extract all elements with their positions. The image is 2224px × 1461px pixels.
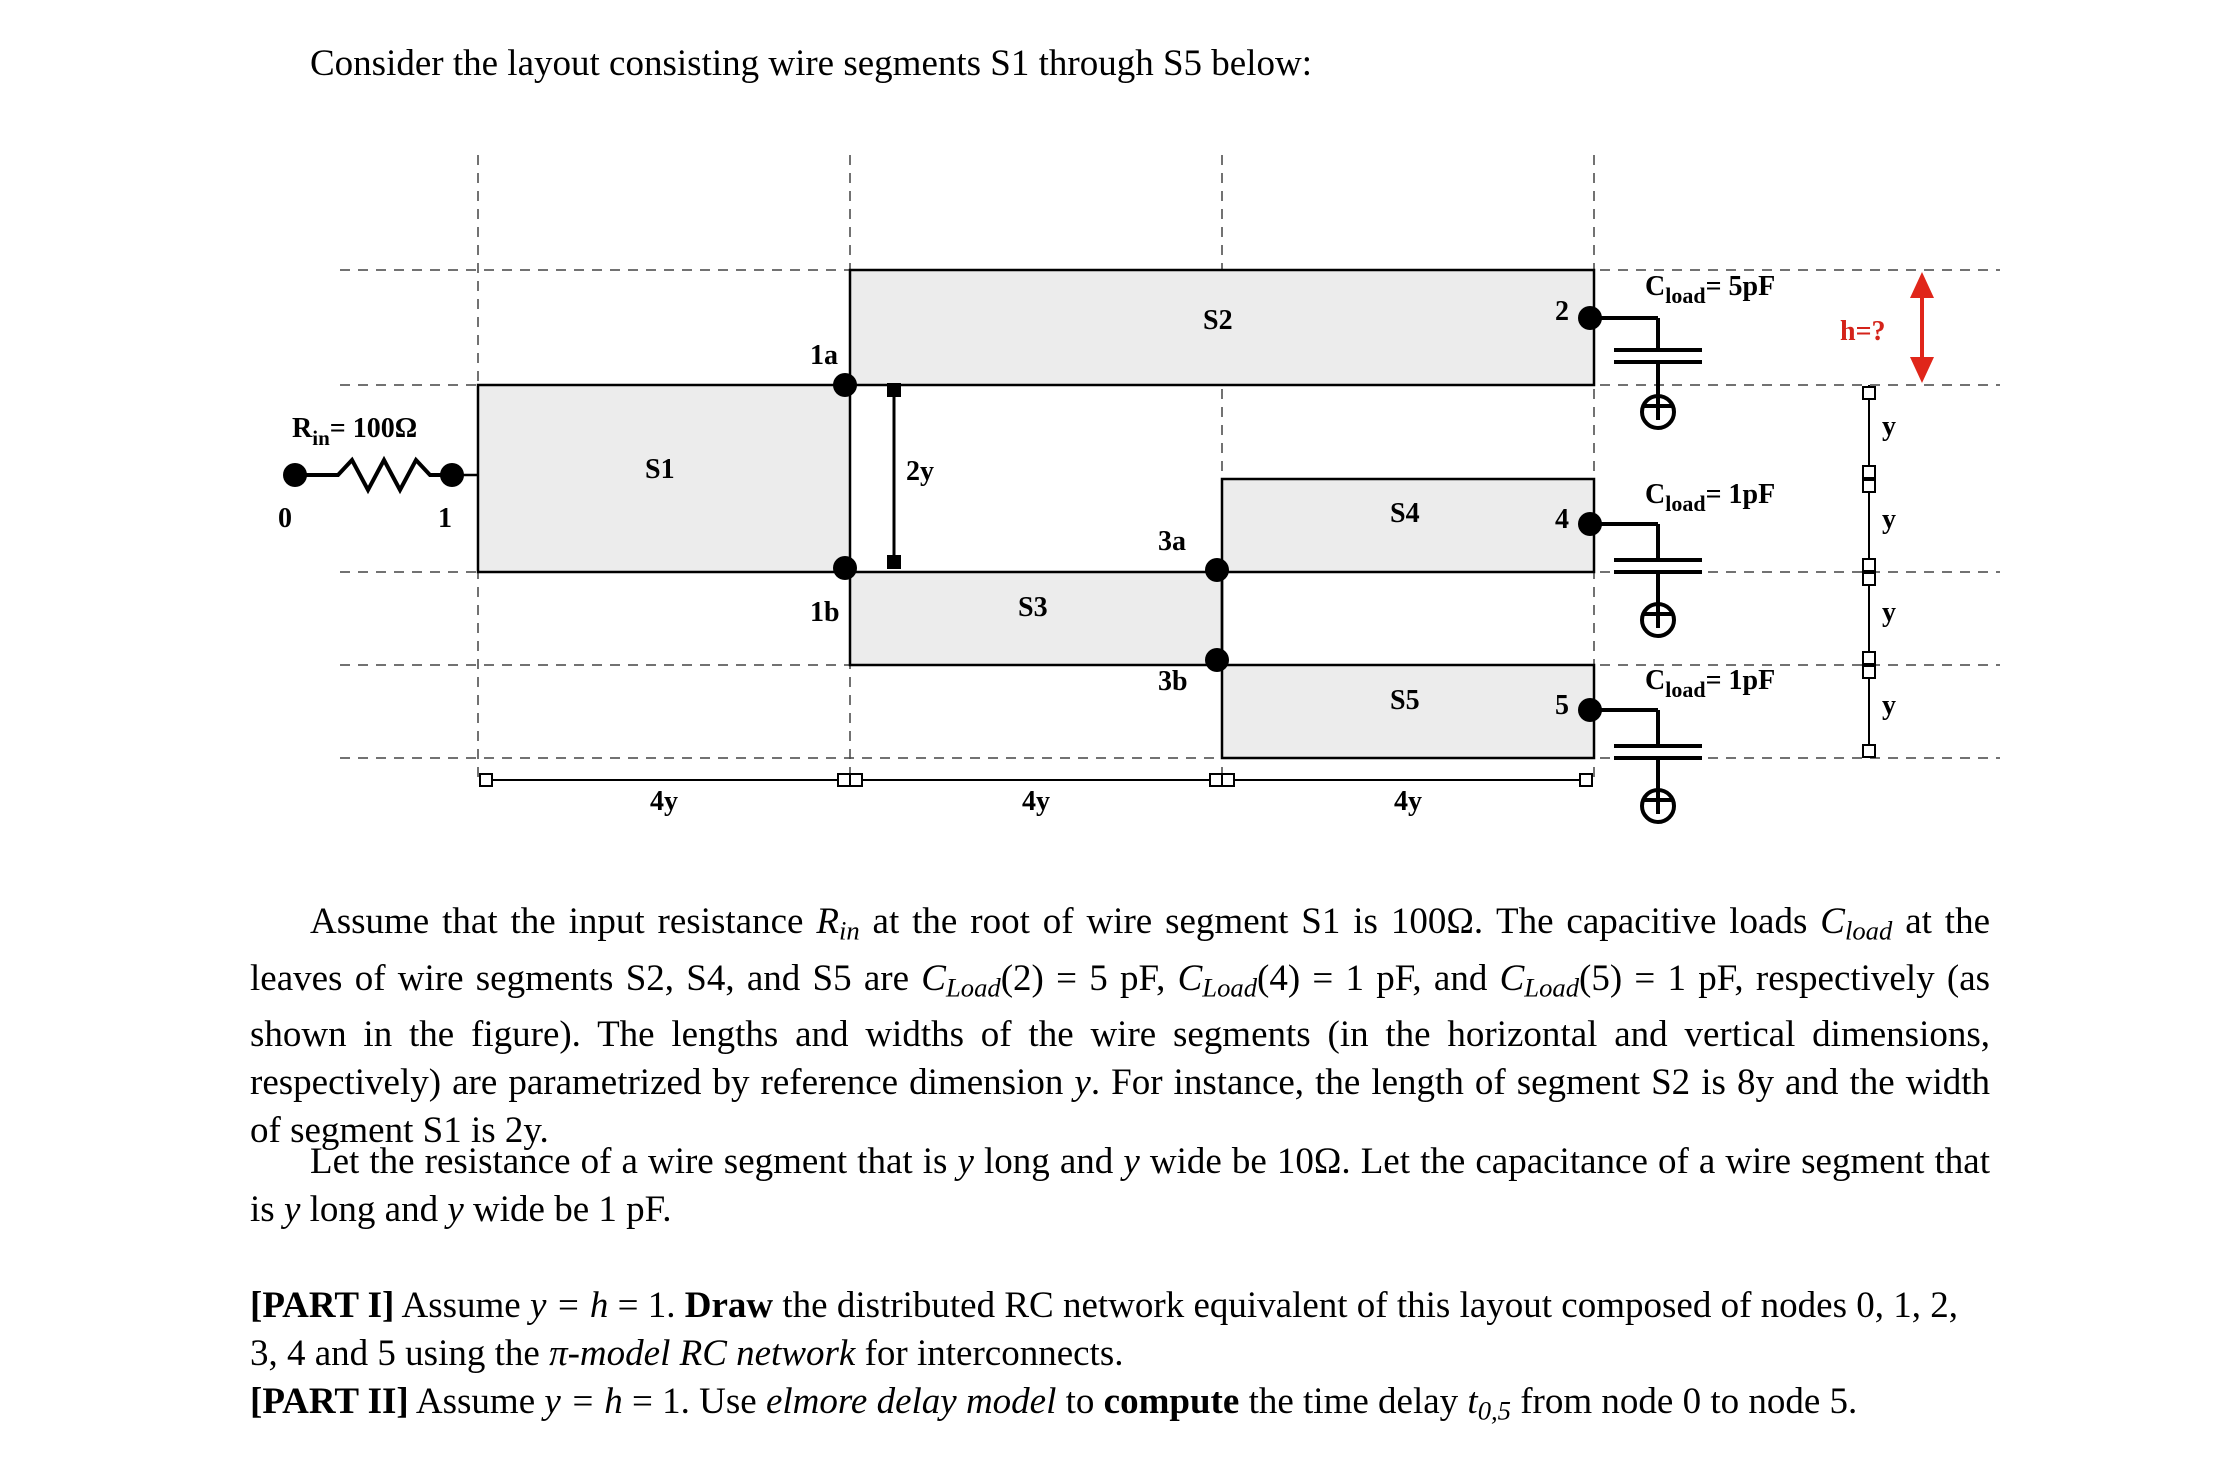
- node-3a-label: 3a: [1158, 526, 1186, 557]
- segment-s5-label: S5: [1390, 685, 1420, 716]
- dim-y-4-label: y: [1882, 690, 1896, 721]
- paragraph-2: Let the resistance of a wire segment that is y long and y wide be 10Ω. Let the capacitance of a wire segment that is y long and y wide be 1 pF.: [250, 1141, 1991, 1230]
- node-4-label: 4: [1555, 504, 1569, 535]
- dim-ruler-vertical: [1863, 385, 1875, 758]
- node-1b-dot: [833, 556, 857, 580]
- rin-label: $R_{in}= 100\Omega$: [292, 413, 418, 450]
- node-0-dot: [283, 463, 307, 487]
- dim-4y-2-label: 4y: [1022, 786, 1050, 817]
- node-0-label: 0: [278, 503, 292, 534]
- dim-4y-3-label: 4y: [1394, 786, 1422, 817]
- dim-4y-1-label: 4y: [650, 786, 678, 817]
- part-1: [PART I] Assume y = h = 1. Draw the distributed RC network equivalent of this layout composed of nodes 0, 1, 2, 3, 4 and 5 using the π-model RC network for interconnects.: [250, 1285, 1958, 1374]
- cload-4-label: $C_{load}= 1pF$: [1645, 479, 1776, 516]
- part-2: [PART II] Assume y = h = 1. Use elmore delay model to compute the time delay $t_{0,5}$ from node 0 to node 5.: [250, 1381, 1858, 1426]
- node-3a-dot: [1205, 558, 1229, 582]
- intro-text: Consider the layout consisting wire segments S1 through S5 below:: [310, 43, 1312, 84]
- dim-y-3-label: y: [1882, 597, 1896, 628]
- node-5-label: 5: [1555, 690, 1569, 721]
- h-arrow: [1910, 272, 1934, 383]
- paragraph-1: Assume that the input resistance $R_{in}$ at the root of wire segment S1 is 100Ω. The capacitive loads $C_{load}$ at the leaves of wire segments S2, S4, and S5 are $C_{Load}(2) = 5$ pF, $C_{Load}(4) = 1$ pF, and $C_{Load}(5) = 1$ pF, respectively (as shown in the figure). The lengths and widths of the wire segments (in the horizontal and vertical dimensions, respectively) are parametrized by reference dimension y. For instance, the length of segment S2 is 8y and the width of segment S1 is 2y.: [250, 901, 1991, 1152]
- cload-2-label: $C_{load}= 5pF$: [1645, 271, 1776, 308]
- node-3b-dot: [1205, 648, 1229, 672]
- segment-s2-label: S2: [1203, 305, 1233, 336]
- node-2-label: 2: [1555, 296, 1569, 327]
- cap-load-4: [1590, 524, 1702, 636]
- cload-5-label: $C_{load}= 1pF$: [1645, 665, 1776, 702]
- node-1b-label: 1b: [810, 597, 840, 628]
- cap-load-2: [1590, 318, 1702, 428]
- h-label: h=?: [1840, 316, 1886, 347]
- dim-y-2-label: y: [1882, 504, 1896, 535]
- cap-load-5: [1590, 710, 1702, 822]
- node-3b-label: 3b: [1158, 666, 1188, 697]
- segment-s1-label: S1: [645, 454, 675, 485]
- node-1a-dot: [833, 373, 857, 397]
- segment-s3-label: S3: [1018, 592, 1048, 623]
- dim-2y-marker: [887, 383, 901, 569]
- node-1-dot: [440, 463, 464, 487]
- node-1-label: 1: [438, 503, 452, 534]
- dim-ruler-horizontal: [480, 774, 1592, 786]
- dim-2y-label: 2y: [906, 456, 934, 487]
- node-1a-label: 1a: [810, 340, 838, 371]
- dim-y-1-label: y: [1882, 411, 1896, 442]
- segment-s4-label: S4: [1390, 498, 1420, 529]
